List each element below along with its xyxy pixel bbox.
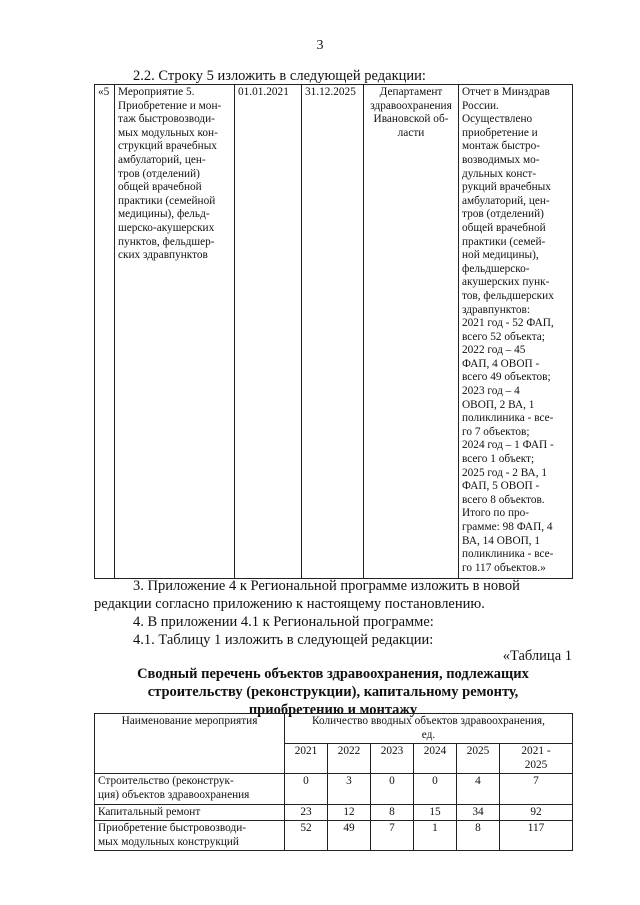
result-line: го 7 объектов; <box>462 425 530 438</box>
activity-line: ских здравпунктов <box>118 249 208 262</box>
result-line: всего 8 объектов. <box>462 493 545 506</box>
row-name-cell <box>95 774 285 804</box>
result-line: Итого по про- <box>462 507 530 520</box>
activity-line: тров (отделений) <box>118 167 200 180</box>
row-name-line: Приобретение быстровозводи- <box>98 822 247 835</box>
value-cell: 7 <box>371 821 414 851</box>
row-5-table <box>94 84 573 579</box>
result-line: го 117 объектов.» <box>462 561 546 574</box>
result-line: рукций врачебных <box>462 181 551 194</box>
heading-line: строительству (реконструкции), капитальному ремонту, <box>147 684 519 700</box>
value-cell: 1 <box>414 821 457 851</box>
table-heading <box>94 665 572 719</box>
executor-line: ласти <box>397 126 425 139</box>
result-line: Отчет в Минздрав <box>462 86 550 98</box>
result-line: 2024 год – 1 ФАП - <box>462 439 554 452</box>
activity-line: таж быстровозводи- <box>118 113 215 126</box>
paragraph-4-1: 4.1. Таблицу 1 изложить в следующей редакции: <box>133 632 434 648</box>
result-line: всего 52 объекта; <box>462 330 545 343</box>
result-line: поликлиника - все- <box>462 412 554 425</box>
result-line: дульных конст- <box>462 167 537 180</box>
result-line: здравпунктов: <box>462 303 530 316</box>
result-line: 2021 год - 52 ФАП, <box>462 317 554 330</box>
result-line: ВА, 14 ОВОП, 1 <box>462 534 541 547</box>
value-cell: 117 <box>500 821 573 851</box>
activity-line: струкций врачебных <box>118 140 217 153</box>
activity-line: медицины), фельд- <box>118 208 210 221</box>
value-cell: 3 <box>328 774 371 804</box>
year-header: 2024 <box>414 744 457 774</box>
result-line: тов, фельдшерских <box>462 289 554 302</box>
activity-cell <box>115 85 235 579</box>
result-line: монтаж быстро- <box>462 140 541 153</box>
year-header: 2023 <box>371 744 414 774</box>
value-cell: 23 <box>285 804 328 821</box>
value-cell: 52 <box>285 821 328 851</box>
value-cell: 4 <box>457 774 500 804</box>
value-cell: 0 <box>371 774 414 804</box>
year-header: 2022 <box>328 744 371 774</box>
result-line: всего 49 объектов; <box>462 371 551 384</box>
value-cell: 8 <box>371 804 414 821</box>
result-line: поликлиника - все- <box>462 548 554 561</box>
total-header-line: 2021 - <box>521 745 551 758</box>
executor-line: Департамент <box>379 86 443 98</box>
value-cell: 7 <box>500 774 573 804</box>
activity-line: практики (семейной <box>118 194 216 207</box>
row-name-line: Капитальный ремонт <box>98 805 201 818</box>
executor-line: здравоохранения <box>370 99 452 112</box>
result-line: тров (отделений) <box>462 208 544 221</box>
row-name-cell <box>95 804 285 821</box>
paragraph-3-line-2: редакции согласно приложению к настоящему постановлению. <box>94 596 485 612</box>
header-name-cell: Наименование мероприятия <box>95 714 285 774</box>
year-header: 2021 <box>285 744 328 774</box>
total-header-line: 2025 <box>524 758 548 771</box>
activity-line: пунктов, фельдшер- <box>118 235 215 248</box>
activity-line: амбулаторий, цен- <box>118 153 206 166</box>
result-line: ОВОП, 2 ВА, 1 <box>462 398 535 411</box>
activity-line: мых модульных кон- <box>118 126 218 139</box>
start-date-cell: 01.01.2021 <box>235 85 302 579</box>
result-line: ной медицины), <box>462 249 539 262</box>
result-line: ФАП, 4 ОВОП - <box>462 357 540 370</box>
page-number: 3 <box>316 38 324 53</box>
result-line: Осуществлено <box>462 113 533 126</box>
header-count-cell <box>285 714 573 744</box>
activity-line: Приобретение и мон- <box>118 99 222 112</box>
header-count-line: ед. <box>421 728 436 741</box>
value-cell: 8 <box>457 821 500 851</box>
table-row <box>95 804 573 821</box>
table-caption: «Таблица 1 <box>502 648 572 664</box>
result-line: приобретение и <box>462 126 538 139</box>
result-line: грамме: 98 ФАП, 4 <box>462 521 553 533</box>
result-line: акушерских пунк- <box>462 276 550 289</box>
result-line: всего 1 объект; <box>462 453 535 466</box>
heading-line: приобретению и монтажу <box>248 702 418 718</box>
paragraph-4: 4. В приложении 4.1 к Региональной программе: <box>133 614 434 630</box>
value-cell: 34 <box>457 804 500 821</box>
row-name-line: ция) объектов здравоохранения <box>98 788 250 801</box>
row-name-line: мых модульных конструкций <box>98 835 239 848</box>
paragraph-2-2: 2.2. Строку 5 изложить в следующей редакции: <box>133 68 426 84</box>
value-cell: 0 <box>285 774 328 804</box>
result-line: фельдшерско- <box>462 262 530 275</box>
heading-line: Сводный перечень объектов здравоохранения, подлежащих <box>137 666 529 682</box>
result-line: возводимых мо- <box>462 153 540 166</box>
value-cell: 15 <box>414 804 457 821</box>
result-line: 2022 год – 45 <box>462 344 526 357</box>
result-line: ФАП, 5 ОВОП - <box>462 480 540 493</box>
result-line: практики (семей- <box>462 235 546 248</box>
total-header <box>500 744 573 774</box>
result-line: 2025 год - 2 ВА, 1 <box>462 466 548 479</box>
value-cell: 0 <box>414 774 457 804</box>
result-line: общей врачебной <box>462 221 546 234</box>
row-name-cell <box>95 821 285 851</box>
executor-line: Ивановской об- <box>373 113 449 126</box>
result-line: России. <box>462 99 499 112</box>
activity-line: Мероприятие 5. <box>118 86 195 98</box>
paragraph-3-line-1: 3. Приложение 4 к Региональной программе изложить в новой <box>133 578 520 594</box>
value-cell: 12 <box>328 804 371 821</box>
summary-table <box>94 713 573 851</box>
activity-line: общей врачебной <box>118 181 202 194</box>
end-date-cell: 31.12.2025 <box>302 85 364 579</box>
row-name-line: Строительство (реконструк- <box>98 775 234 788</box>
result-line: амбулаторий, цен- <box>462 194 550 207</box>
table-row <box>95 821 573 851</box>
activity-line: шерско-акушерских <box>118 221 215 234</box>
year-header: 2025 <box>457 744 500 774</box>
header-count-line: Количество вводных объектов здравоохранения, <box>312 715 545 727</box>
value-cell: 92 <box>500 804 573 821</box>
result-line: 2023 год – 4 <box>462 385 520 398</box>
executor-cell <box>364 85 459 579</box>
row-number-cell: «5 <box>95 85 115 579</box>
value-cell: 49 <box>328 821 371 851</box>
table-row <box>95 774 573 804</box>
result-cell <box>459 85 573 579</box>
